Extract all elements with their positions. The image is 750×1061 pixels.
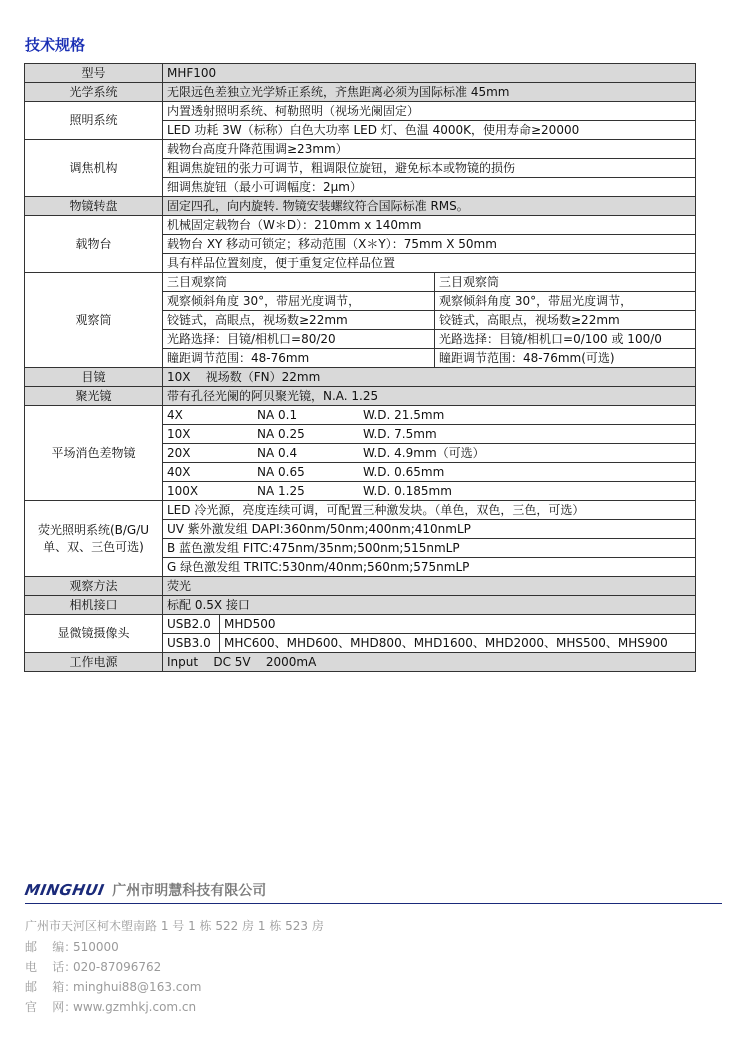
- row-label: 光学系统: [25, 83, 163, 102]
- row-label: 显微镜摄像头: [25, 615, 163, 653]
- row-value: 无限远色差独立光学矫正系统，齐焦距离必须为国际标准 45mm: [163, 83, 696, 102]
- footer-divider: [25, 903, 722, 904]
- row-label: 荧光照明系统(B/G/U 单、双、三色可选): [25, 501, 163, 577]
- objective-na: NA 0.4: [257, 445, 298, 460]
- objective-mag: 4X: [167, 407, 183, 422]
- objective-wd: W.D. 4.9mm（可选）: [363, 445, 485, 460]
- row-label: 物镜转盘: [25, 197, 163, 216]
- page-title: 技术规格: [25, 36, 86, 54]
- table-row: [25, 501, 696, 520]
- contact-value: 510000: [73, 940, 119, 954]
- spec-table: [24, 63, 696, 672]
- contact-phone: [25, 957, 201, 977]
- contact-value: www.gzmhkj.com.cn: [73, 1000, 197, 1014]
- camera-models: MHD500: [220, 615, 696, 634]
- table-row: [25, 368, 696, 387]
- table-row: [25, 197, 696, 216]
- row-value: 粗调焦旋钮的张力可调节，粗调限位旋钮，避免标本或物镜的损伤: [163, 159, 696, 178]
- row-value-left: 观察倾斜角度 30°，带屈光度调节，: [163, 292, 435, 311]
- row-value: LED 功耗 3W（标称）白色大功率 LED 灯、色温 4000K，使用寿命≥20000: [163, 121, 696, 140]
- row-value: 标配 0.5X 接口: [163, 596, 696, 615]
- camera-models: MHC600、MHD600、MHD800、MHD1600、MHD2000、MHS500、MHS900: [220, 634, 696, 653]
- row-value: UV 紫外激发组 DAPI:360nm/50nm;400nm;410nmLP: [163, 520, 696, 539]
- row-value: 荧光: [163, 577, 696, 596]
- objective-wd: W.D. 0.65mm: [363, 464, 445, 479]
- table-row: [25, 406, 696, 425]
- row-value-right: 三目观察筒: [435, 273, 696, 292]
- contact-key: 电 话：: [25, 960, 77, 974]
- company-logo: MINGHUI: [23, 881, 106, 899]
- row-value: B 蓝色激发组 FITC:475nm/35nm;500nm;515nmLP: [163, 539, 696, 558]
- contact-key: 邮 编：: [25, 940, 77, 954]
- table-row: [25, 102, 696, 121]
- row-value: 具有样品位置刻度，便于重复定位样品位置: [163, 254, 696, 273]
- contact-email: [25, 977, 201, 997]
- row-value: 内置透射照明系统、柯勒照明（视场光阑固定）: [163, 102, 696, 121]
- company-address: 广州市天河区柯木塱南路 1 号 1 栋 522 房 1 栋 523 房: [25, 919, 324, 933]
- objective-row: [163, 406, 696, 425]
- footer: [23, 880, 725, 1014]
- objective-row: [163, 482, 696, 501]
- row-value-right: 光路选择：目镜/相机口=0/100 或 100/0: [435, 330, 696, 349]
- row-value: 带有孔径光阑的阿贝聚光镜，N.A. 1.25: [163, 387, 696, 406]
- objective-wd: W.D. 7.5mm: [363, 426, 437, 441]
- contact-list: [25, 937, 201, 1017]
- row-value: G 绿色激发组 TRITC:530nm/40nm;560nm;575nmLP: [163, 558, 696, 577]
- table-row: [25, 216, 696, 235]
- table-row: [25, 64, 696, 83]
- objective-mag: 20X: [167, 445, 191, 460]
- contact-key: 官 网：: [25, 1000, 77, 1014]
- contact-value: 020-87096762: [73, 960, 162, 974]
- objective-row: [163, 444, 696, 463]
- contact-key: 邮 箱：: [25, 980, 77, 994]
- objective-mag: 10X: [167, 426, 191, 441]
- row-value: 载物台高度升降范围调≥23mm）: [163, 140, 696, 159]
- contact-postcode: [25, 937, 201, 957]
- footer-brand: [25, 880, 725, 900]
- objective-row: [163, 463, 696, 482]
- row-value: 载物台 XY 移动可锁定；移动范围（X＊Y）：75mm X 50mm: [163, 235, 696, 254]
- row-value-right: 观察倾斜角度 30°，带屈光度调节，: [435, 292, 696, 311]
- row-label: 相机接口: [25, 596, 163, 615]
- row-value-left: 铰链式，高眼点，视场数≥22mm: [163, 311, 435, 330]
- table-row: [25, 596, 696, 615]
- row-label: 观察筒: [25, 273, 163, 368]
- table-row: [25, 273, 696, 292]
- row-label: 观察方法: [25, 577, 163, 596]
- row-label: 平场消色差物镜: [25, 406, 163, 501]
- contact-value: minghui88@163.com: [73, 980, 202, 994]
- row-label: 照明系统: [25, 102, 163, 140]
- row-value: 细调焦旋钮（最小可调幅度：2μm）: [163, 178, 696, 197]
- objective-na: NA 0.65: [257, 464, 305, 479]
- objective-na: NA 0.25: [257, 426, 305, 441]
- camera-usb: USB3.0: [163, 634, 220, 653]
- table-row: [25, 140, 696, 159]
- row-label: 载物台: [25, 216, 163, 273]
- row-value-left: 三目观察筒: [163, 273, 435, 292]
- row-value-left: 瞳距调节范围：48-76mm: [163, 349, 435, 368]
- table-row: [25, 387, 696, 406]
- company-name: 广州市明慧科技有限公司: [112, 883, 267, 899]
- row-value: LED 冷光源，亮度连续可调，可配置三种激发块。（单色，双色，三色，可选）: [163, 501, 696, 520]
- table-row: [25, 653, 696, 672]
- row-label: 调焦机构: [25, 140, 163, 197]
- row-label: 型号: [25, 64, 163, 83]
- objective-row: [163, 425, 696, 444]
- objective-na: NA 1.25: [257, 483, 305, 498]
- row-value: MHF100: [163, 64, 696, 83]
- objective-wd: W.D. 21.5mm: [363, 407, 445, 422]
- objective-mag: 40X: [167, 464, 191, 479]
- table-row: [25, 615, 696, 634]
- row-label: 工作电源: [25, 653, 163, 672]
- camera-usb: USB2.0: [163, 615, 220, 634]
- row-value-right: 瞳距调节范围：48-76mm(可选): [435, 349, 696, 368]
- row-value-left: 光路选择：目镜/相机口=80/20: [163, 330, 435, 349]
- row-value: 10X 视场数（FN）22mm: [163, 368, 696, 387]
- row-value-right: 铰链式，高眼点，视场数≥22mm: [435, 311, 696, 330]
- row-value: 机械固定载物台（W＊D）：210mm x 140mm: [163, 216, 696, 235]
- row-value: Input DC 5V 2000mA: [163, 653, 696, 672]
- row-label: 目镜: [25, 368, 163, 387]
- table-row: [25, 83, 696, 102]
- row-label: 聚光镜: [25, 387, 163, 406]
- table-row: [25, 577, 696, 596]
- contact-website: [25, 997, 201, 1017]
- objective-wd: W.D. 0.185mm: [363, 483, 452, 498]
- objective-na: NA 0.1: [257, 407, 298, 422]
- row-value: 固定四孔，向内旋转. 物镜安装螺纹符合国际标准 RMS。: [163, 197, 696, 216]
- objective-mag: 100X: [167, 483, 199, 498]
